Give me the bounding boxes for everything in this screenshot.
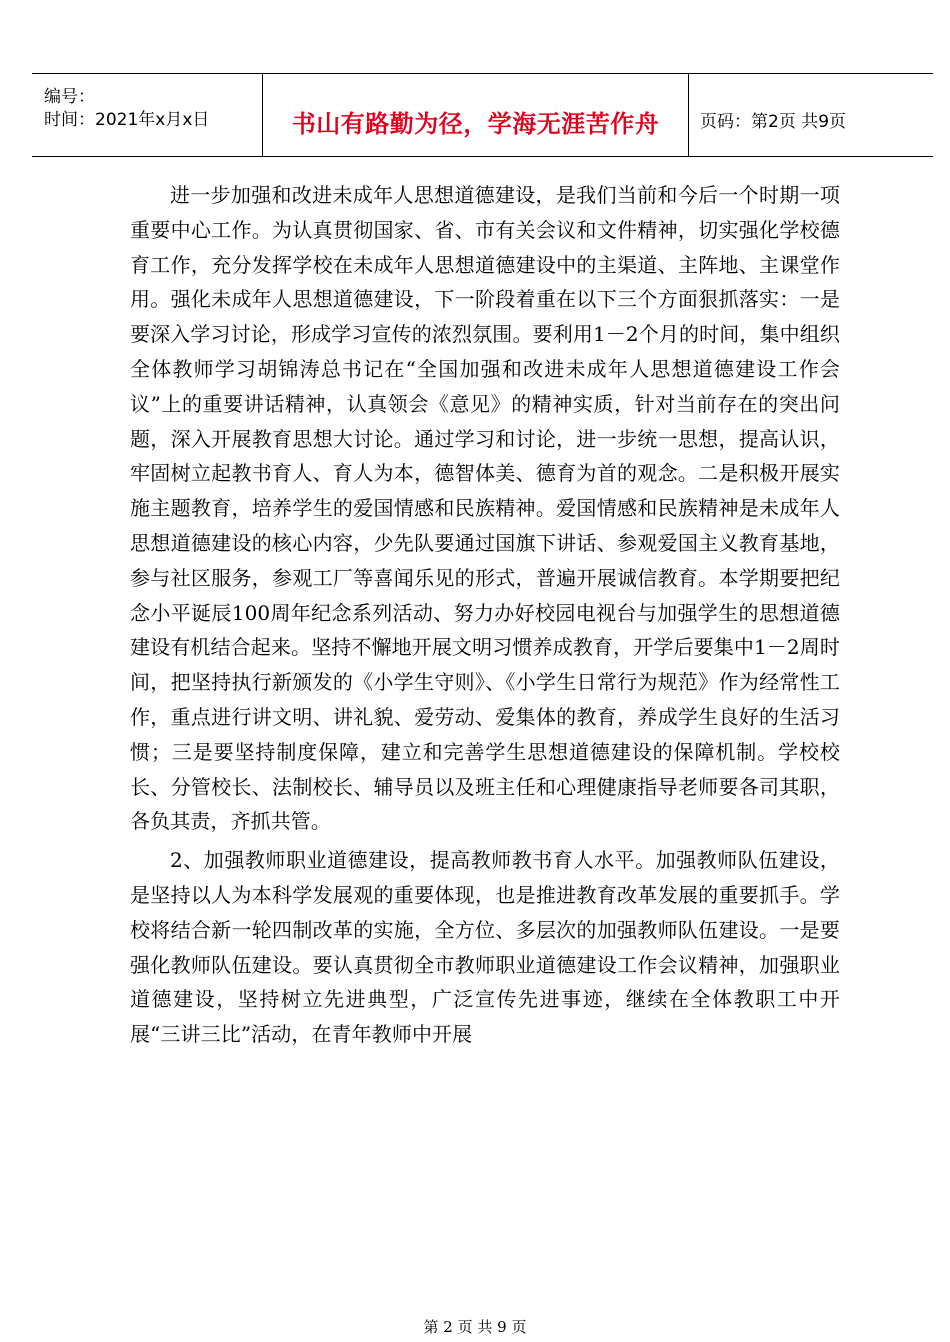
paragraph: 进一步加强和改进未成年人思想道德建设，是我们当前和今后一个时期一项重要中心工作。为认真贯彻国家、省、市有关会议和文件精神，切实强化学校德育工作，充分发挥学校在未成年人思想道德建设中的主渠道、主阵地、主课堂作用。强化未成年人思想道德建设，下一阶段着重在以下三个方面狠抓落实：一是要深入学习讨论，形成学习宣传的浓烈氛围。要利用1－2个月的时间，集中组织全体教师学习胡锦涛总书记在“全国加强和改进未成年人思想道德建设工作会议”上的重要讲话精神，认真领会《意见》的精神实质，针对当前存在的突出问题，深入开展教育思想大讨论。通过学习和讨论，进一步统一思想，提高认识，牢固树立起教书育人、育人为本，德智体美、德育为首的观念。二是积极开展实施主题教育，培养学生的爱国情感和民族精神。爱国情感和民族精神是未成年人思想道德建设的核心内容，少先队要通过国旗下讲话、参观爱国主义教育基地，参与社区服务，参观工厂等喜闻乐见的形式，普遍开展诚信教育。本学期要把纪念小平诞辰100周年纪念系列活动、努力办好校园电视台与加强学生的思想道德建设有机结合起来。坚持不懈地开展文明习惯养成教育，开学后要集中1－2周时间，把坚持执行新颁发的《小学生守则》、《小学生日常行为规范》作为经常性工作，重点进行讲文明、讲礼貌、爱劳动、爱集体的教育，养成学生良好的生活习惯；三是要坚持制度保障，建立和完善学生思想道德建设的保障机制。学校校长、分管校长、法制校长、辅导员以及班主任和心理健康指导老师要各司其职，各负其责，齐抓共管。 bbox=[130, 183, 840, 834]
page-header bbox=[32, 73, 933, 157]
paragraph: 2、加强教师职业道德建设，提高教师教书育人水平。加强教师队伍建设，是坚持以人为本科学发展观的重要体现，也是推进教育改革发展的重要抓手。学校将结合新一轮四制改革的实施，全方位、多层次的加强教师队伍建设。一是要强化教师队伍建设。要认真贯彻全市教师职业道德建设工作会议精神，加强职业道德建设，坚持树立先进典型，广泛宣传先进事迹，继续在全体教职工中开展“三讲三比”活动，在青年教师中开展 bbox=[130, 848, 840, 1047]
header-page-info: 页码：第2页 共9页 bbox=[700, 112, 847, 132]
serial-label: 编号： bbox=[44, 87, 95, 107]
time-label: 时间：2021年x月x日 bbox=[44, 110, 210, 130]
header-motto-cell bbox=[262, 74, 689, 156]
motto: 书山有路勤为径，学海无涯苦作舟 bbox=[291, 110, 660, 138]
document-body bbox=[130, 178, 840, 1052]
header-meta-cell bbox=[32, 74, 262, 156]
header-page-cell bbox=[688, 74, 933, 156]
page-footer: 第 2 页 共 9 页 bbox=[423, 1318, 527, 1336]
